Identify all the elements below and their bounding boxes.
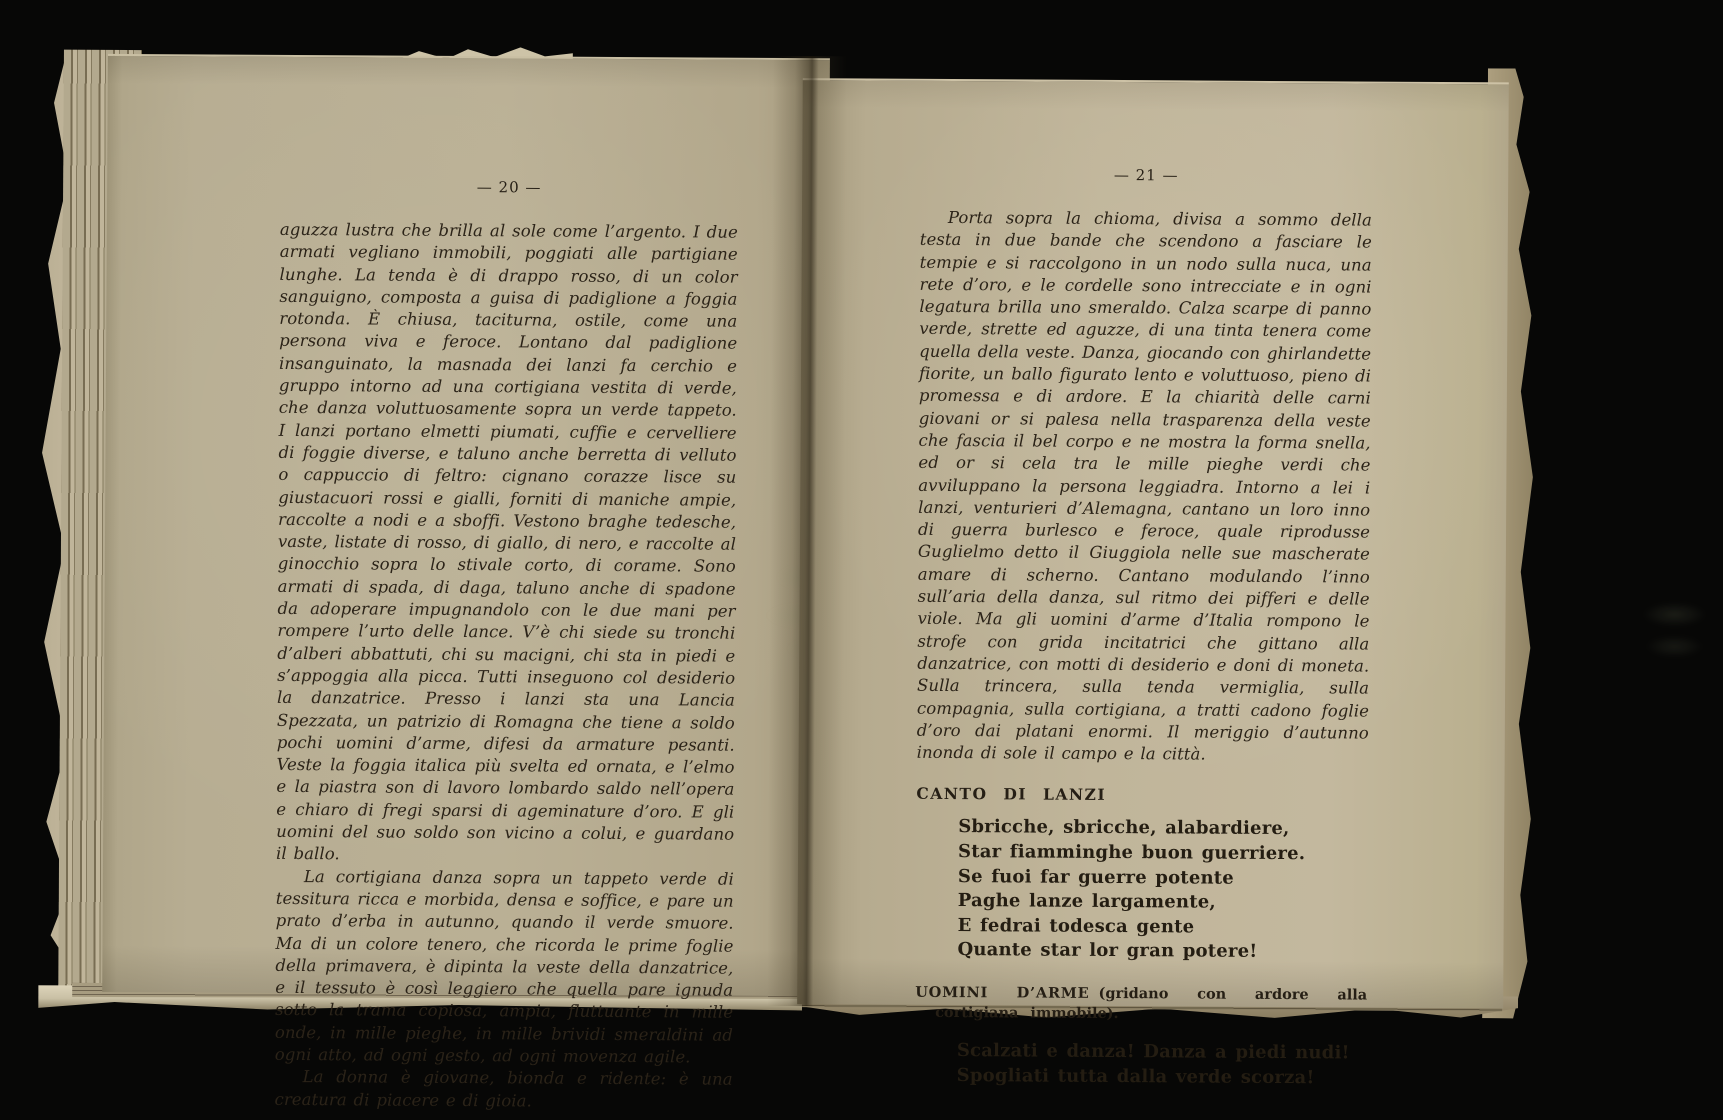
canto-di-lanzi-heading: CANTO DI LANZI	[916, 784, 1107, 805]
left-page-body	[274, 219, 737, 1114]
verse-line: Sbricche, sbricche, alabardiere,	[958, 816, 1290, 840]
left-page-text-block	[274, 177, 738, 1114]
right-page-body	[917, 207, 1372, 767]
verse-line: E fedrai todesca gente	[957, 914, 1195, 938]
shout-line: Spogliati tutta dalla verde scorza!	[956, 1065, 1315, 1089]
verse-line: Star fiamminghe buon guerriere.	[958, 841, 1306, 865]
show-through-smudge	[1629, 590, 1719, 671]
canto-verse	[957, 815, 1368, 965]
paragraph: aguzza lustra che brilla al sole come l’argento. I due armati vegliano immobili, poggiati alle partigiane lunghe. La tenda è di drappo rosso, di un color sanguigno, composta a guisa di padiglione a foggia rotonda. È chiusa, taciturna, ostile, come una persona viva e feroce. Lontano dal padiglione insanguinato, la masnada dei lanzi fa cerchio e gruppo intorno ad una cortigiana vestita di verde, che danza voluttuosamente sopra un verde tappeto. I lanzi portano elmetti piumati, cuffie e cervelliere di foggie diverse, e taluno anche berretta di velluto o cappuccio di feltro: cignano corazze lisce su giustacuori rossi e gialli, forniti di maniche ampie, raccolte a nodi e a sboffi. Vestono braghe tedesche, vaste, listate di rosso, di giallo, di nero, e raccolte al ginocchio sopra lo stivale corto, di corame. Sono armati di spada, di daga, taluno anche di spadone da adoperare impugnandolo con le due mani per rompere l’urto delle lance. V’è chi siede su tronchi d’alberi abbattuti, chi su macigni, chi sta in piedi e s’appoggia alla picca. Tutti inseguono col desiderio la danzatrice. Presso i lanzi sta una Lancia Spezzata, un patrizio di Romagna che tiene a soldo pochi uomini d’arme, difesi da armature pesanti. Veste la foggia italica più svelta ed ornata, e l’elmo e la piastra son di lavoro lombardo saldo nell’opera e chiaro di fregi sparsi di ageminature d’oro. E gli uomini del suo soldo son vicino a colui, e guardano il ballo.	[275, 219, 738, 864]
shout-line: Scalzati e danza! Danza a piedi nudi!	[956, 1040, 1350, 1064]
right-page	[797, 78, 1509, 1089]
page-number-21: — 21 —	[1113, 166, 1179, 185]
left-page	[102, 54, 830, 1111]
verse-line: Quante star lor gran potere!	[957, 939, 1258, 963]
paragraph: Porta sopra la chioma, divisa a sommo della testa in due bande che scendono a fasciare le tempie e si raccolgono in un nodo sulla nuca, una rete d’oro, e le cordelle sono intrecciate e in ogni legatura brilla uno smeraldo. Calza scarpe di panno verde, strette ed aguzze, di una tinta tenera come quella della veste. Danza, giocando con ghirlandette fiorite, un ballo figurato lento e voluttuoso, pieno di promessa e di ardore. E la chiarità delle carni giovani or si palesa nella trasparenza della veste che fascia il bel corpo e ne mostra la forma snella, ed or si cela tra le mille pieghe verdi che avviluppano la persona leggiadra. Intorno a lei i lanzi, venturieri d’Alemagna, cantano un loro inno di guerra burlesco e feroce, quale riprodusse Guglielmo detto il Giuggiola nelle sue mascherate amare di scherno. Cantano modulando l’inno sull’aria della danza, sul ritmo dei pifferi e delle viole. Ma gli uomini d’arme d’Italia rompono le strofe con grida incitatrici che gittano alla danzatrice, con motti di desiderio e doni di moneta. Sulla trincera, sulla tenda vermiglia, sulla compagnia, sulla cortigiana, a tratti cadono foglie d’oro dai platani enormi. Il meriggio d’autunno inonda di sole il campo e la città.	[916, 207, 1372, 764]
stage-direction	[915, 983, 1367, 1026]
open-book	[32, 47, 1538, 1111]
paragraph: La donna è giovane, bionda e ridente: è una creatura di piacere e di gioia.	[274, 1067, 733, 1111]
verse-line: Paghe lanze largamente,	[957, 890, 1216, 913]
right-page-text-block	[915, 165, 1373, 1091]
verse-line: Se fuoi far guerre potente	[957, 865, 1235, 889]
shout-lines	[957, 1038, 1367, 1091]
stage-direction-text: (gridano con ardore alla cortigiana immobile).	[935, 984, 1368, 1023]
stage-direction-speaker: UOMINI D’ARME	[915, 983, 1090, 1002]
paragraph: La cortigiana danza sopra un tappeto verde di tessitura ricca e morbida, densa e soffice, e pare un prato d’erba in autunno, quando il verde smuore. Ma di un colore tenero, che ricorda le prime foglie della primavera, è dipinta la veste della danzatrice, e il tessuto è così leggiero che quella pare ignuda sotto la trama copiosa, ampia, fluttuante in mille onde, in mille pieghe, in mille brividi smeraldini ad ogni atto, ad ogni gesto, ad ogni movenza agile.	[274, 866, 734, 1067]
page-number-20: — 20 —	[476, 178, 542, 197]
